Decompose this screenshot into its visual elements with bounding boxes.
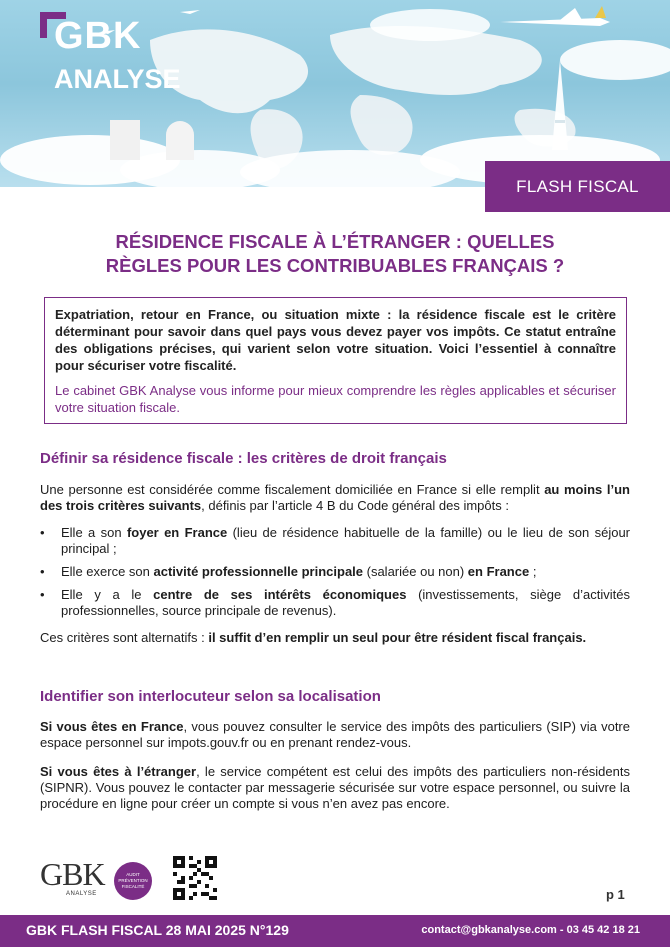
footer-contact[interactable]: contact@gbkanalyse.com - 03 45 42 18 21 [421, 924, 640, 936]
text-run-bold: centre de ses intérêts économiques [153, 587, 407, 602]
text-run-bold: foyer en France [126, 525, 228, 540]
text-run-bold: il suffit d’en remplir un seul pour être résident fiscal français. [208, 630, 587, 645]
flash-fiscal-badge: FLASH FISCAL [485, 161, 670, 212]
list-item [40, 587, 630, 619]
circle-text: AUDIT [126, 872, 140, 877]
intro-box [44, 297, 627, 424]
title-line-1: RÉSIDENCE FISCALE À L’ÉTRANGER : QUELLES [115, 231, 555, 252]
title-line-2: RÈGLES POUR LES CONTRIBUABLES FRANÇAIS ? [105, 255, 565, 276]
text-run: Elle y a le [61, 587, 154, 602]
footer-logo-circle [114, 862, 152, 900]
bullet-icon: • [40, 587, 45, 602]
circle-text: FISCALITÉ [121, 884, 145, 889]
text-run: Elle exerce son [61, 564, 154, 579]
gbk-footer-logo [40, 856, 155, 904]
intro-cabinet-note: Le cabinet GBK Analyse vous informe pour mieux comprendre les règles applicables et sécuriser votre situation fiscale. [55, 383, 616, 415]
footer-logo-sub: ANALYSE [66, 891, 97, 897]
text-run: Ces critères sont alternatifs : [40, 630, 209, 645]
qr-code-icon[interactable] [173, 856, 217, 900]
text-run-bold: en France [467, 564, 530, 579]
text-run-bold: Si vous êtes en France [40, 719, 184, 734]
list-item [40, 525, 630, 557]
circle-text: PRÉVENTION [118, 878, 148, 883]
text-run: (lieu de résidence habituelle de la famille) ou le lieu de son séjour principal ; [61, 525, 631, 556]
bullet-icon: • [40, 564, 45, 579]
text-run: ; [529, 564, 537, 579]
page-title [40, 230, 630, 278]
section-heading-interlocutor: Identifier son interlocuteur selon sa localisation [40, 688, 381, 705]
footer-logo-text: GBK [40, 856, 105, 892]
text-run-bold: activité professionnelle principale [153, 564, 364, 579]
section1-conclusion [40, 630, 630, 646]
text-run: , le service compétent est celui des impôts des particuliers non-résidents (SIPNR). Vous pouvez le contacter par messagerie sécurisée sur votre espace personnel, ou suivre la procédure en ligne pour créer un compte si vous n’en avez pas encore. [40, 764, 630, 811]
text-run: Une personne est considérée comme fiscalement domiciliée en France si elle remplit [40, 482, 545, 497]
header-banner [0, 0, 670, 187]
footer-issue-info: GBK FLASH FISCAL 28 MAI 2025 N°129 [26, 922, 289, 938]
section2-france-paragraph [40, 719, 630, 751]
text-run: (investissements, siège d’activités professionnelles, source principale de revenus). [61, 587, 630, 618]
section2-abroad-paragraph [40, 764, 630, 812]
page-number: p 1 [606, 887, 625, 902]
section1-intro-paragraph [40, 482, 630, 514]
list-item [40, 564, 630, 580]
text-run: (salariée ou non) [363, 564, 468, 579]
logo-subtitle: ANALYSE [54, 64, 181, 94]
bullet-icon: • [40, 525, 45, 540]
footer-bar [0, 915, 670, 947]
text-run-bold: Si vous êtes à l’étranger [40, 764, 197, 779]
text-run: , vous pouvez consulter le service des impôts des particuliers (SIP) via votre espace personnel sur impots.gouv.fr ou en prenant rendez-vous. [40, 719, 630, 750]
intro-paragraph: Expatriation, retour en France, ou situation mixte : la résidence fiscale est le critère déterminant pour savoir dans quel pays vous devez payer vos impôts. Ce statut entraîne des obligations précises, qui varient selon votre situation. Voici l’essentiel à connaître pour sécuriser votre fiscalité. [55, 307, 616, 373]
text-run-bold: au moins l’un des trois critères suivants [40, 482, 630, 513]
text-run: Elle a son [61, 525, 127, 540]
logo-title: GBK [54, 15, 142, 57]
section-heading-residence: Définir sa résidence fiscale : les critères de droit français [40, 450, 447, 467]
text-run: , définis par l’article 4 B du Code général des impôts : [201, 498, 509, 513]
